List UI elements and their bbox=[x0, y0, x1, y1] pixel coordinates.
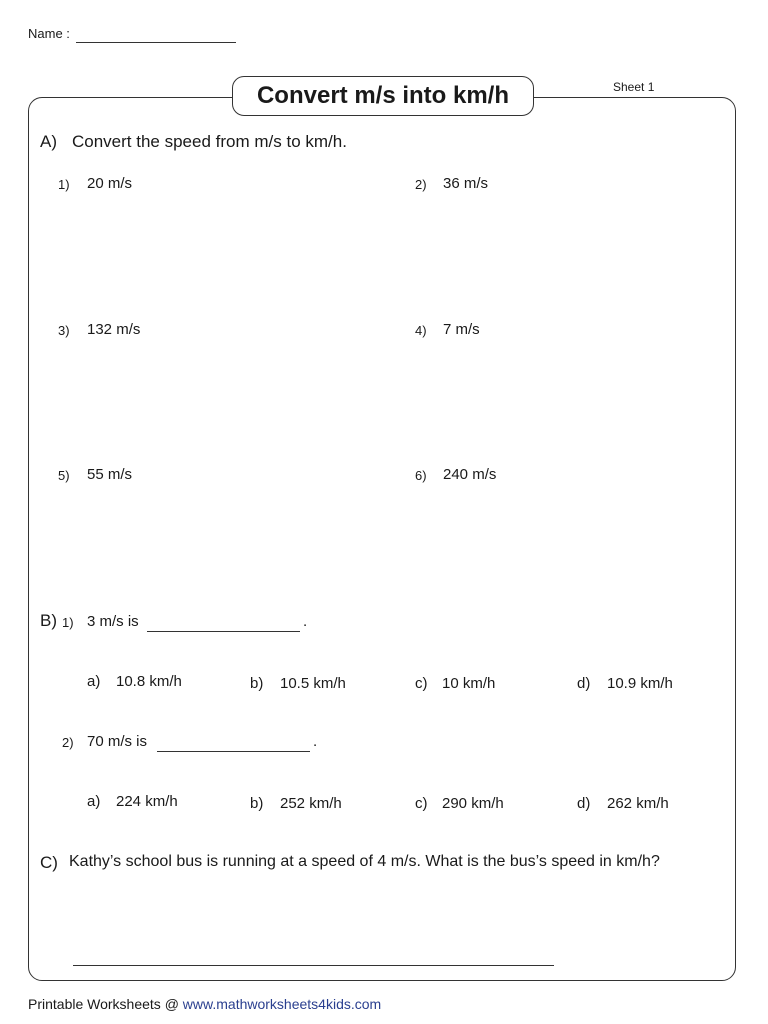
problem-number: 2) bbox=[415, 177, 427, 192]
page-title-text: Convert m/s into km/h bbox=[256, 82, 510, 109]
footer-prefix: Printable Worksheets @ bbox=[28, 996, 183, 1012]
option-letter: a) bbox=[87, 673, 101, 690]
section-c-letter: C) bbox=[40, 853, 58, 872]
sheet-label: Sheet 1 bbox=[613, 80, 655, 94]
option-letter: d) bbox=[577, 675, 591, 692]
answer-blank[interactable] bbox=[157, 751, 310, 752]
option-text: 10.8 km/h bbox=[116, 673, 182, 690]
option-text: 252 km/h bbox=[280, 795, 342, 812]
answer-blank[interactable] bbox=[147, 631, 300, 632]
problem-text: 132 m/s bbox=[87, 321, 141, 338]
problem-text: 7 m/s bbox=[443, 321, 480, 338]
question-number: 2) bbox=[62, 735, 74, 750]
section-a-instruction: Convert the speed from m/s to km/h. bbox=[72, 132, 347, 151]
option-text: 10.5 km/h bbox=[280, 675, 346, 692]
footer bbox=[28, 996, 381, 1012]
page-title bbox=[232, 76, 534, 116]
problem-number: 1) bbox=[58, 177, 70, 192]
option-letter: a) bbox=[87, 793, 101, 810]
section-a-letter: A) bbox=[40, 132, 57, 151]
problem-text: 20 m/s bbox=[87, 175, 133, 192]
question-text: 70 m/s is bbox=[87, 733, 148, 750]
option-letter: b) bbox=[250, 675, 264, 692]
section-c-question: Kathy’s school bus is running at a speed of 4 m/s. What is the bus’s speed in km/h? bbox=[69, 853, 660, 870]
option-text: 224 km/h bbox=[116, 793, 178, 810]
question-text: 3 m/s is bbox=[87, 613, 139, 630]
question-period: . bbox=[303, 613, 308, 630]
option-text: 262 km/h bbox=[607, 795, 669, 812]
section-b-letter: B) bbox=[40, 611, 57, 630]
question-period: . bbox=[313, 733, 318, 750]
problem-text: 36 m/s bbox=[443, 175, 489, 192]
problem-number: 3) bbox=[58, 323, 70, 338]
option-text: 10 km/h bbox=[442, 675, 496, 692]
option-letter: c) bbox=[415, 675, 428, 692]
option-letter: b) bbox=[250, 795, 264, 812]
problem-text: 240 m/s bbox=[443, 466, 497, 483]
option-letter: c) bbox=[415, 795, 428, 812]
worksheet-frame bbox=[28, 97, 736, 981]
question-number: 1) bbox=[62, 615, 74, 630]
name-label: Name : bbox=[28, 26, 70, 41]
answer-line[interactable] bbox=[73, 965, 554, 966]
name-answer-line[interactable] bbox=[76, 42, 236, 43]
option-letter: d) bbox=[577, 795, 591, 812]
problem-text: 55 m/s bbox=[87, 466, 133, 483]
problem-number: 5) bbox=[58, 468, 70, 483]
problem-number: 4) bbox=[415, 323, 427, 338]
problem-number: 6) bbox=[415, 468, 427, 483]
option-text: 10.9 km/h bbox=[607, 675, 673, 692]
option-text: 290 km/h bbox=[442, 795, 504, 812]
footer-link[interactable]: www.mathworksheets4kids.com bbox=[182, 996, 382, 1012]
